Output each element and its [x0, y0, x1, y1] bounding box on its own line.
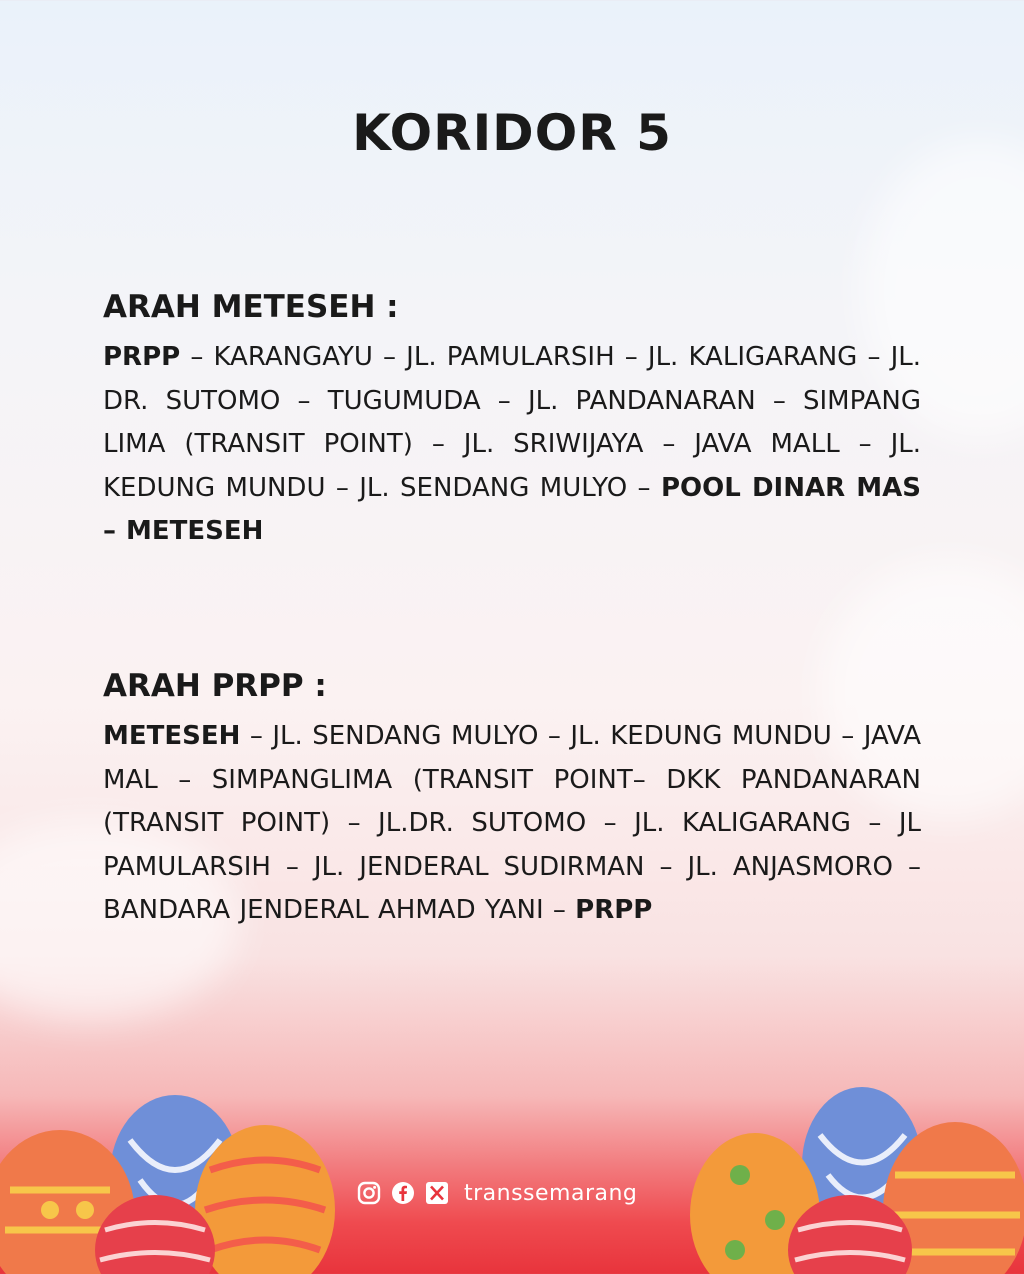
route-start: PRPP	[103, 342, 181, 372]
section-heading: ARAH METESEH :	[103, 289, 399, 325]
social-handle[interactable]: transsemarang	[464, 1180, 638, 1206]
route-description	[103, 715, 921, 933]
route-start: METESEH	[103, 721, 241, 751]
route-stops: – JL. SENDANG MULYO – JL. KEDUNG MUNDU – JAVA MAL – SIMPANGLIMA (TRANSIT POINT– DKK PANDANARAN (TRANSIT POINT) – JL.DR. SUTOMO – JL. KALIGARANG – JL PAMULARSIH – JL. JENDERAL SUDIRMAN – JL. ANJASMORO – BANDARA JENDERAL AHMAD YANI –	[103, 721, 921, 926]
route-stops: – KARANGAYU – JL. PAMULARSIH – JL. KALIGARANG – JL. DR. SUTOMO – TUGUMUDA – JL. PANDANARAN – SIMPANG LIMA (TRANSIT POINT) – JL. SRIWIJAYA – JAVA MALL – JL. KEDUNG MUNDU – JL. SENDANG MULYO –	[103, 342, 921, 503]
easter-eggs-illustration	[0, 1080, 1024, 1274]
facebook-icon[interactable]	[390, 1180, 416, 1206]
section-heading: ARAH PRPP :	[103, 668, 327, 704]
route-section-meteseh	[103, 288, 921, 554]
route-section-prpp	[103, 667, 921, 933]
route-description	[103, 336, 921, 554]
social-footer	[356, 1178, 637, 1208]
instagram-icon[interactable]	[356, 1180, 382, 1206]
x-icon[interactable]	[424, 1180, 450, 1206]
page-title: KORIDOR 5	[352, 104, 672, 162]
route-end: PRPP	[575, 895, 653, 926]
route-end: POOL DINAR MAS – METESEH	[103, 472, 922, 547]
